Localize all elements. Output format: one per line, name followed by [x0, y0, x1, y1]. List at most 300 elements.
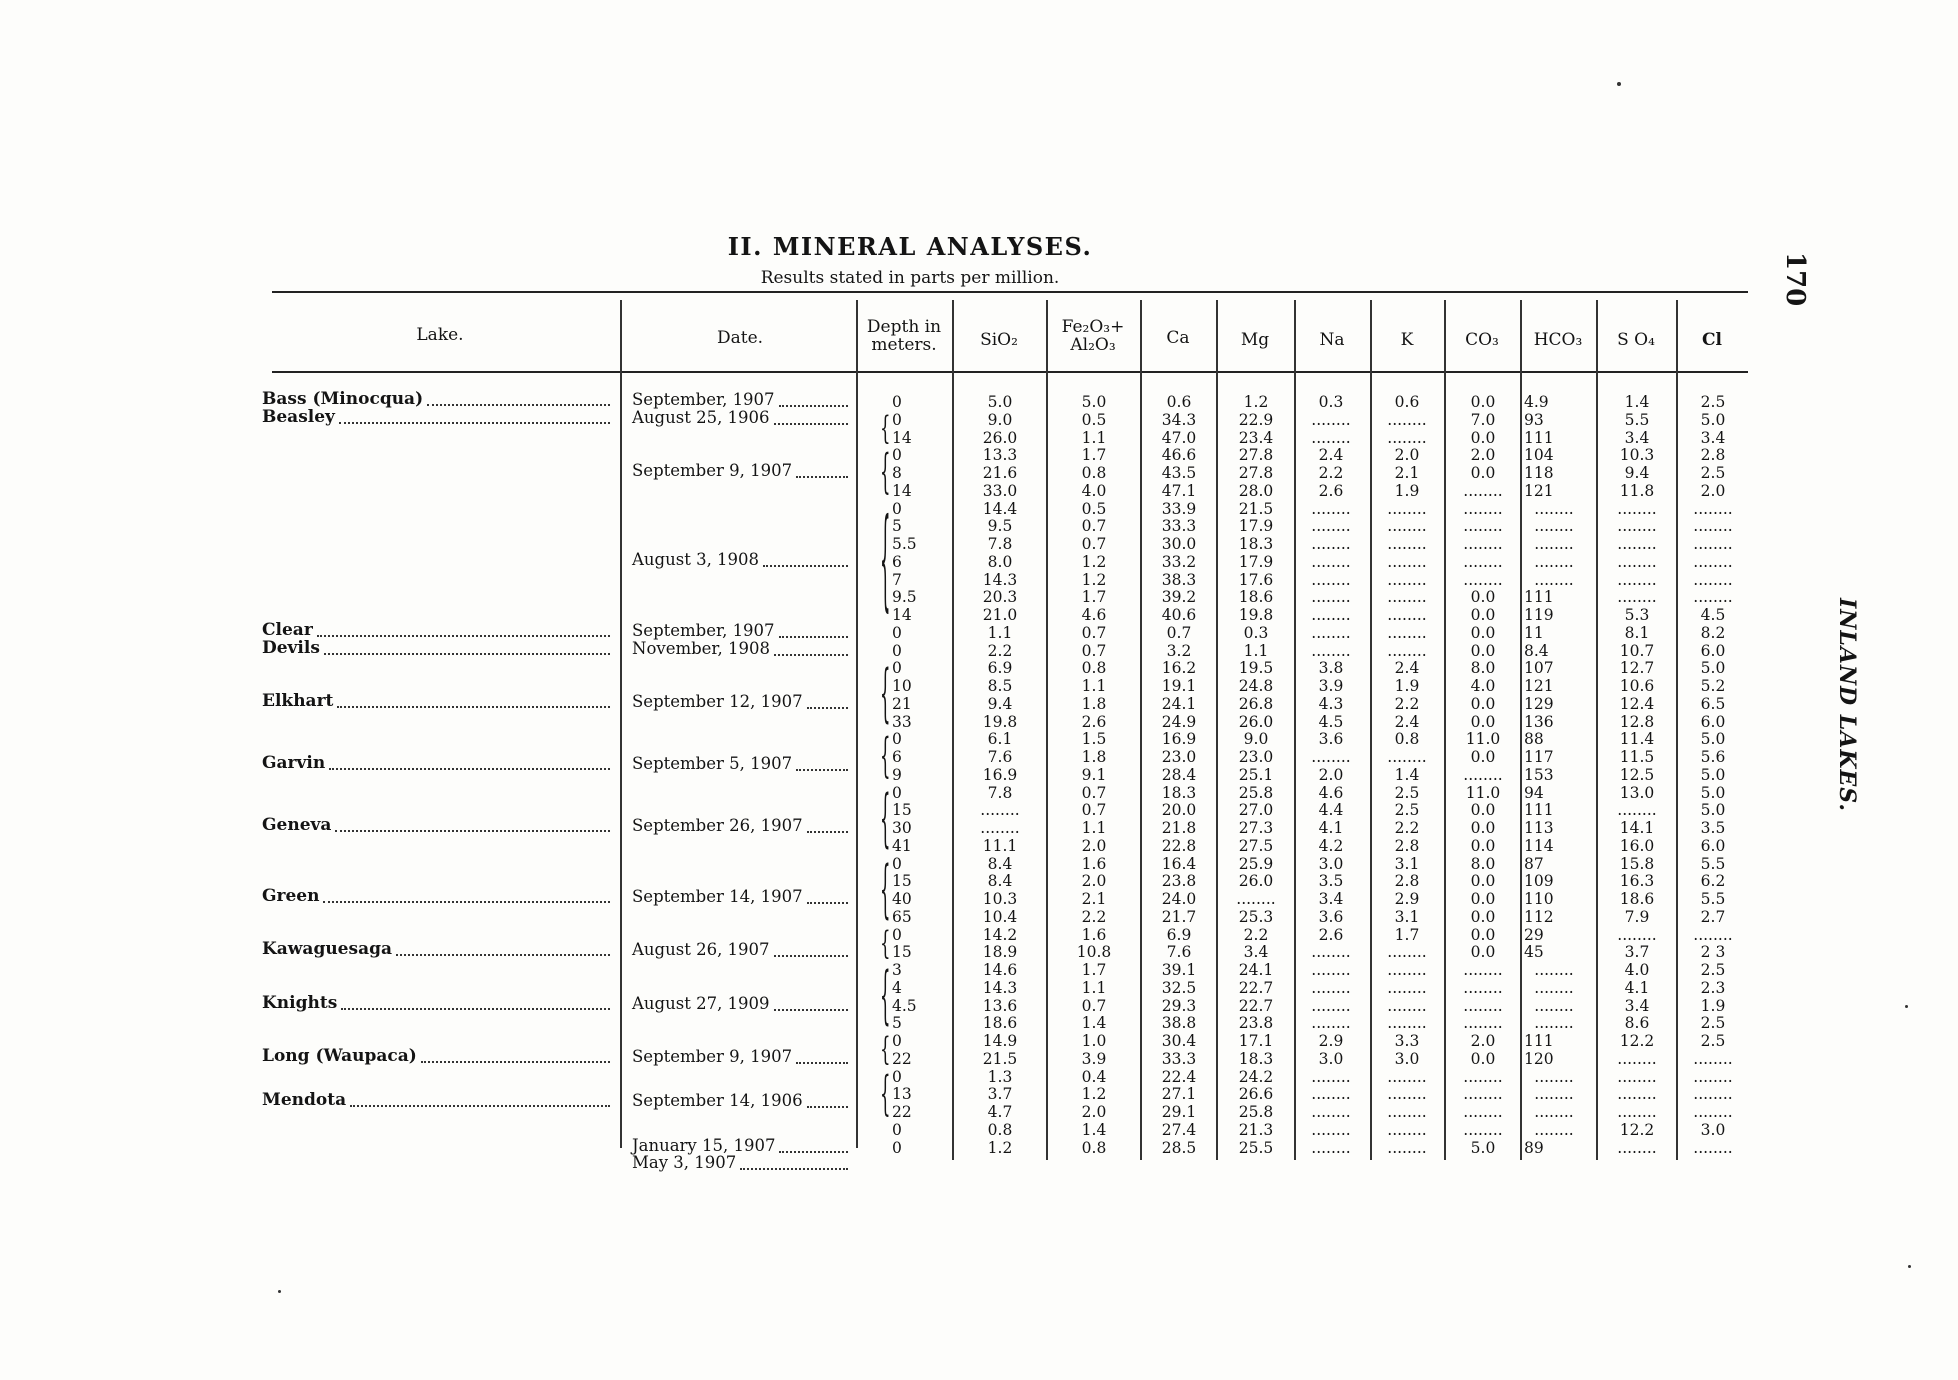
sio2-value: 10.4 [982, 907, 1018, 926]
so4-value-empty: ........ [1617, 801, 1657, 820]
sio2-value: 8.0 [987, 552, 1013, 571]
ca-value: 24.0 [1161, 890, 1197, 908]
fe-al-value: 1.2 [1081, 1085, 1107, 1104]
cl-value: 5.0 [1700, 410, 1726, 429]
cl-value: 6.0 [1700, 712, 1726, 731]
column-divider [1046, 300, 1048, 1160]
so4-value: 10.3 [1619, 446, 1655, 465]
na-value-empty: ........ [1311, 606, 1351, 624]
ca-value: 23.8 [1161, 872, 1197, 891]
ca-value: 43.5 [1161, 464, 1197, 482]
ca-value: 16.9 [1161, 730, 1197, 749]
k-value-empty: ........ [1387, 996, 1427, 1015]
na-value-empty: ........ [1311, 978, 1351, 997]
ca-value: 6.9 [1166, 925, 1192, 944]
depth-value: 30 [892, 819, 912, 837]
mg-value: 25.3 [1238, 907, 1274, 926]
ca-value: 29.1 [1161, 1103, 1197, 1121]
mg-value: 18.3 [1238, 1049, 1274, 1068]
fe-al-value: 5.0 [1081, 393, 1107, 411]
hco3-value: 107 [1524, 659, 1554, 678]
column-divider [1216, 300, 1218, 1160]
fe-al-value: 1.7 [1081, 588, 1107, 607]
co3-value: 0.0 [1470, 801, 1496, 820]
fe-al-value: 1.1 [1081, 428, 1107, 447]
ca-value: 33.9 [1161, 499, 1197, 518]
hco3-value: 111 [1524, 428, 1554, 447]
sio2-value: 11.1 [982, 836, 1018, 855]
sio2-value: 14.2 [982, 925, 1018, 944]
hco3-value-empty: ........ [1534, 1085, 1574, 1104]
header-k: K [1400, 330, 1414, 350]
depth-value: 0 [892, 410, 902, 429]
fe-al-value: 4.6 [1081, 606, 1107, 624]
co3-value-empty: ........ [1463, 1103, 1503, 1121]
cl-value-empty: ........ [1693, 499, 1733, 518]
fe-al-value: 0.7 [1081, 641, 1107, 660]
fe-al-value: 2.6 [1081, 712, 1107, 731]
so4-value: 12.4 [1619, 694, 1655, 713]
so4-value: 10.7 [1619, 641, 1655, 660]
mg-value-empty: ........ [1236, 890, 1276, 908]
so4-value-empty: ........ [1617, 570, 1657, 589]
depth-value: 14 [892, 428, 912, 447]
na-value: 0.3 [1318, 393, 1344, 411]
k-value: 3.1 [1394, 854, 1420, 873]
fe-al-value: 2.1 [1081, 890, 1107, 908]
co3-value-empty: ........ [1463, 1085, 1503, 1104]
co3-value-empty: ........ [1463, 1067, 1503, 1086]
ca-value: 30.0 [1161, 535, 1197, 553]
sample-date: May 3, 1907 [632, 1153, 737, 1173]
sio2-value: 7.8 [987, 783, 1013, 802]
ca-value: 24.1 [1161, 694, 1197, 713]
fe-al-value: 10.8 [1076, 943, 1112, 962]
depth-brace: { [880, 658, 891, 732]
so4-value-empty: ........ [1617, 535, 1657, 553]
depth-brace: { [880, 1066, 891, 1122]
ca-value: 29.3 [1161, 996, 1197, 1015]
fe-al-value: 1.1 [1081, 978, 1107, 997]
sio2-value: 26.0 [982, 428, 1018, 447]
dot-leader [807, 1106, 848, 1108]
ca-value: 27.1 [1161, 1085, 1197, 1104]
fe-al-value: 0.8 [1081, 464, 1107, 482]
na-value-empty: ........ [1311, 535, 1351, 553]
sio2-value: 19.8 [982, 712, 1018, 731]
sio2-value: 8.4 [987, 854, 1013, 873]
header-hco3: HCO₃ [1533, 330, 1583, 350]
fe-al-value: 4.0 [1081, 481, 1107, 500]
hco3-value: 136 [1524, 712, 1554, 731]
na-value: 3.4 [1318, 890, 1344, 908]
co3-value: 7.0 [1470, 410, 1496, 429]
depth-value: 0 [892, 641, 902, 660]
ca-value: 27.4 [1161, 1120, 1197, 1139]
cl-value: 2.0 [1700, 481, 1726, 500]
sio2-value: 14.3 [982, 570, 1018, 589]
depth-value: 4.5 [892, 996, 917, 1015]
k-value-empty: ........ [1387, 1138, 1427, 1157]
hco3-value: 114 [1524, 836, 1554, 855]
mg-value: 28.0 [1238, 481, 1274, 500]
k-value-empty: ........ [1387, 1120, 1427, 1139]
depth-brace: { [880, 496, 891, 625]
page-speck [278, 1290, 281, 1293]
hco3-value: 89 [1524, 1138, 1544, 1157]
cl-value: 5.5 [1700, 854, 1726, 873]
so4-value: 3.4 [1624, 428, 1650, 447]
hco3-value: 87 [1524, 854, 1544, 873]
column-divider [1520, 300, 1522, 1160]
hco3-value: 109 [1524, 872, 1554, 891]
lake-name: Geneva [262, 815, 332, 835]
column-divider [1140, 300, 1142, 1160]
depth-value: 5 [892, 1014, 902, 1033]
co3-value: 2.0 [1470, 446, 1496, 465]
cl-value-empty: ........ [1693, 1067, 1733, 1086]
sio2-value: 7.8 [987, 535, 1013, 553]
dot-leader [324, 653, 610, 655]
ca-value: 34.3 [1161, 410, 1197, 429]
k-value-empty: ........ [1387, 535, 1427, 553]
k-value: 3.1 [1394, 907, 1420, 926]
depth-value: 0 [892, 499, 902, 518]
fe-al-value: 2.2 [1081, 907, 1107, 926]
na-value: 4.5 [1318, 712, 1344, 731]
dot-leader [323, 901, 610, 903]
page-speck [1908, 1265, 1911, 1268]
fe-al-value: 1.8 [1081, 748, 1107, 766]
fe-al-value: 1.4 [1081, 1120, 1107, 1139]
fe-al-value: 1.6 [1081, 854, 1107, 873]
page-speck [1617, 82, 1621, 86]
so4-value: 14.1 [1619, 819, 1655, 837]
mg-value: 1.1 [1243, 641, 1269, 660]
k-value: 1.9 [1394, 677, 1420, 695]
depth-value: 40 [892, 890, 912, 908]
k-value-empty: ........ [1387, 588, 1427, 607]
header-na: Na [1319, 330, 1345, 350]
hco3-value: 129 [1524, 694, 1554, 713]
cl-value: 2.5 [1700, 464, 1726, 482]
fe-al-value: 2.0 [1081, 836, 1107, 855]
lake-name: Green [262, 886, 320, 906]
cl-value-empty: ........ [1693, 517, 1733, 536]
mg-value: 27.8 [1238, 446, 1274, 465]
k-value-empty: ........ [1387, 499, 1427, 518]
running-head: INLAND LAKES. [1834, 598, 1860, 812]
sio2-value: 8.5 [987, 677, 1013, 695]
cl-value: 2.3 [1700, 978, 1726, 997]
mg-value: 25.5 [1238, 1138, 1274, 1157]
dot-leader [337, 706, 610, 708]
cl-value: 5.6 [1700, 748, 1726, 766]
header-bottom-rule [272, 371, 1748, 373]
mg-value: 27.3 [1238, 819, 1274, 837]
depth-value: 65 [892, 907, 912, 926]
mg-value: 3.4 [1243, 943, 1269, 962]
na-value-empty: ........ [1311, 410, 1351, 429]
depth-value: 5.5 [892, 535, 917, 553]
mg-value: 26.0 [1238, 872, 1274, 891]
cl-value: 6.5 [1700, 694, 1726, 713]
sio2-value: 9.5 [987, 517, 1013, 536]
ca-value: 38.3 [1161, 570, 1197, 589]
dot-leader [329, 768, 610, 770]
depth-value: 33 [892, 712, 912, 731]
depth-value: 9.5 [892, 588, 917, 607]
sio2-value: 14.6 [982, 961, 1018, 979]
k-value-empty: ........ [1387, 606, 1427, 624]
co3-value-empty: ........ [1463, 552, 1503, 571]
page-title: II. MINERAL ANALYSES. [727, 232, 1093, 261]
co3-value: 0.0 [1470, 393, 1496, 411]
header-cl: Cl [1702, 330, 1722, 350]
k-value: 2.2 [1394, 819, 1420, 837]
ca-value: 39.1 [1161, 961, 1197, 979]
na-value-empty: ........ [1311, 588, 1351, 607]
sio2-value: 21.6 [982, 464, 1018, 482]
sample-date: September 12, 1907 [632, 691, 803, 711]
na-value-empty: ........ [1311, 943, 1351, 962]
mg-value: 21.5 [1238, 499, 1274, 518]
fe-al-value: 0.5 [1081, 410, 1107, 429]
cl-value: 2.8 [1700, 446, 1726, 465]
so4-value-empty: ........ [1617, 925, 1657, 944]
mg-value: 24.1 [1238, 961, 1274, 979]
fe-al-value: 0.7 [1081, 801, 1107, 820]
lake-name: Bass (Minocqua) [262, 389, 424, 409]
na-value: 2.0 [1318, 765, 1344, 784]
hco3-value: 8.4 [1524, 641, 1549, 660]
hco3-value-empty: ........ [1534, 517, 1574, 536]
dot-leader [427, 404, 610, 406]
mg-value: 25.8 [1238, 783, 1274, 802]
k-value-empty: ........ [1387, 748, 1427, 766]
cl-value-empty: ........ [1693, 552, 1733, 571]
sample-date: September 14, 1907 [632, 887, 803, 906]
cl-value: 3.5 [1700, 819, 1726, 837]
co3-value-empty: ........ [1463, 570, 1503, 589]
depth-brace: { [880, 1031, 891, 1069]
fe-al-value: 0.4 [1081, 1067, 1107, 1086]
so4-value: 8.6 [1624, 1014, 1650, 1033]
fe-al-value: 0.8 [1081, 1138, 1107, 1157]
depth-value: 0 [892, 783, 902, 802]
cl-value-empty: ........ [1693, 570, 1733, 589]
lake-name: Knights [262, 992, 338, 1013]
depth-value: 14 [892, 481, 912, 500]
mg-value: 26.8 [1238, 694, 1274, 713]
sio2-value: 18.9 [982, 943, 1018, 962]
dot-leader [740, 1168, 848, 1170]
ca-value: 46.6 [1161, 446, 1197, 465]
mg-value: 27.5 [1238, 836, 1274, 855]
fe-al-value: 1.1 [1081, 819, 1107, 837]
k-value: 2.5 [1394, 801, 1420, 820]
hco3-value: 93 [1524, 410, 1544, 429]
sample-date: January 15, 1907 [632, 1135, 776, 1155]
hco3-value: 112 [1524, 907, 1554, 926]
sample-date: August 25, 1906 [632, 407, 770, 427]
dot-leader [341, 1008, 610, 1010]
na-value: 2.6 [1318, 925, 1344, 944]
so4-value: 12.5 [1619, 765, 1655, 784]
hco3-value: 45 [1524, 943, 1544, 962]
na-value-empty: ........ [1311, 1138, 1351, 1157]
hco3-value: 111 [1524, 588, 1554, 607]
depth-value: 22 [892, 1103, 912, 1121]
co3-value-empty: ........ [1463, 1014, 1503, 1033]
dot-leader [339, 422, 610, 424]
na-value: 2.4 [1318, 446, 1344, 465]
cl-value: 5.0 [1700, 730, 1726, 749]
depth-brace: { [880, 853, 891, 927]
co3-value: 0.0 [1470, 943, 1496, 962]
column-divider [1444, 300, 1446, 1160]
na-value: 3.0 [1318, 854, 1344, 873]
depth-value: 4 [892, 978, 902, 997]
na-value: 3.6 [1318, 907, 1344, 926]
sio2-value-empty: ........ [980, 801, 1020, 820]
depth-value: 3 [892, 961, 902, 979]
hco3-value: 110 [1524, 890, 1554, 908]
fe-al-value: 3.9 [1081, 1049, 1107, 1068]
hco3-value-empty: ........ [1534, 978, 1574, 997]
na-value-empty: ........ [1311, 641, 1351, 660]
depth-brace: { [880, 959, 891, 1033]
sio2-value: 3.7 [987, 1085, 1013, 1104]
fe-al-value: 1.0 [1081, 1032, 1107, 1050]
k-value: 1.7 [1394, 925, 1420, 944]
sio2-value: 14.9 [982, 1032, 1018, 1050]
na-value: 2.6 [1318, 481, 1344, 500]
mg-value: 18.3 [1238, 535, 1274, 553]
cl-value: 6.2 [1700, 872, 1726, 891]
mg-value: 25.1 [1238, 765, 1274, 784]
sio2-value: 20.3 [982, 588, 1018, 607]
k-value: 1.9 [1394, 481, 1420, 500]
ca-value: 18.3 [1161, 783, 1197, 802]
co3-value-empty: ........ [1463, 961, 1503, 979]
mg-value: 23.8 [1238, 1014, 1274, 1033]
na-value-empty: ........ [1311, 623, 1351, 642]
na-value-empty: ........ [1311, 996, 1351, 1015]
fe-al-value: 1.7 [1081, 961, 1107, 979]
ca-value: 32.5 [1161, 978, 1197, 997]
sio2-value: 6.1 [987, 730, 1013, 749]
dot-leader [335, 830, 610, 832]
cl-value: 2.7 [1700, 907, 1726, 926]
na-value: 4.2 [1318, 836, 1344, 855]
so4-value-empty: ........ [1617, 499, 1657, 518]
lake-name: Kawaguesaga [262, 939, 392, 960]
lake-name: Mendota [262, 1090, 347, 1111]
column-divider [856, 300, 858, 1148]
ca-value: 16.4 [1161, 854, 1197, 873]
depth-value: 5 [892, 517, 902, 536]
depth-value: 10 [892, 677, 912, 695]
co3-value: 0.0 [1470, 712, 1496, 731]
co3-value: 0.0 [1470, 641, 1496, 660]
hco3-value-empty: ........ [1534, 1014, 1574, 1033]
k-value-empty: ........ [1387, 428, 1427, 447]
dot-leader [779, 405, 848, 407]
hco3-value-empty: ........ [1534, 535, 1574, 553]
dot-leader [396, 954, 610, 956]
hco3-value: 118 [1524, 464, 1554, 482]
ca-value: 21.8 [1161, 819, 1197, 837]
depth-value: 15 [892, 943, 912, 962]
column-divider [1676, 300, 1678, 1160]
mg-value: 2.2 [1243, 925, 1269, 944]
cl-value-empty: ........ [1693, 535, 1733, 553]
so4-value-empty: ........ [1617, 517, 1657, 536]
hco3-value-empty: ........ [1534, 961, 1574, 979]
mg-value: 27.8 [1238, 464, 1274, 482]
k-value: 0.6 [1394, 393, 1420, 411]
co3-value: 0.0 [1470, 872, 1496, 891]
na-value: 3.8 [1318, 659, 1344, 678]
depth-value: 13 [892, 1085, 912, 1104]
mg-value: 23.4 [1238, 428, 1274, 447]
k-value: 1.4 [1394, 765, 1420, 784]
sample-date: August 27, 1909 [632, 993, 770, 1013]
fe-al-value: 0.7 [1081, 517, 1107, 536]
k-value-empty: ........ [1387, 552, 1427, 571]
hco3-value: 94 [1524, 783, 1544, 802]
co3-value: 0.0 [1470, 1049, 1496, 1068]
fe-al-value: 1.5 [1081, 730, 1107, 749]
k-value: 3.3 [1394, 1032, 1420, 1050]
depth-brace: { [880, 445, 891, 501]
mg-value: 17.1 [1238, 1032, 1274, 1050]
header-fe-line2: Al₂O₃ [1070, 335, 1116, 355]
hco3-value: 121 [1524, 677, 1554, 695]
cl-value: 3.0 [1700, 1120, 1726, 1139]
na-value-empty: ........ [1311, 1103, 1351, 1121]
depth-value: 0 [892, 393, 902, 411]
so4-value-empty: ........ [1617, 1049, 1657, 1068]
k-value-empty: ........ [1387, 978, 1427, 997]
fe-al-value: 0.8 [1081, 659, 1107, 678]
sample-date: September, 1907 [632, 620, 775, 640]
dot-leader [779, 636, 848, 638]
hco3-value-empty: ........ [1534, 499, 1574, 518]
depth-value: 9 [892, 765, 902, 784]
mg-value: 25.8 [1238, 1103, 1274, 1121]
cl-value: 2.5 [1700, 1032, 1726, 1050]
hco3-value-empty: ........ [1534, 1067, 1574, 1086]
so4-value: 16.0 [1619, 836, 1655, 855]
k-value-empty: ........ [1387, 943, 1427, 962]
hco3-value: 153 [1524, 765, 1554, 784]
cl-value: 6.0 [1700, 836, 1726, 855]
ca-value: 38.8 [1161, 1014, 1197, 1033]
depth-value: 22 [892, 1049, 912, 1068]
depth-value: 0 [892, 446, 902, 465]
header-date: Date. [716, 328, 764, 348]
so4-value: 18.6 [1619, 890, 1655, 908]
sio2-value: 1.3 [987, 1067, 1013, 1086]
ca-value: 30.4 [1161, 1032, 1197, 1050]
na-value: 3.9 [1318, 677, 1344, 695]
na-value-empty: ........ [1311, 499, 1351, 518]
ca-value: 47.0 [1161, 428, 1197, 447]
so4-value-empty: ........ [1617, 1103, 1657, 1121]
fe-al-value: 2.0 [1081, 1103, 1107, 1121]
